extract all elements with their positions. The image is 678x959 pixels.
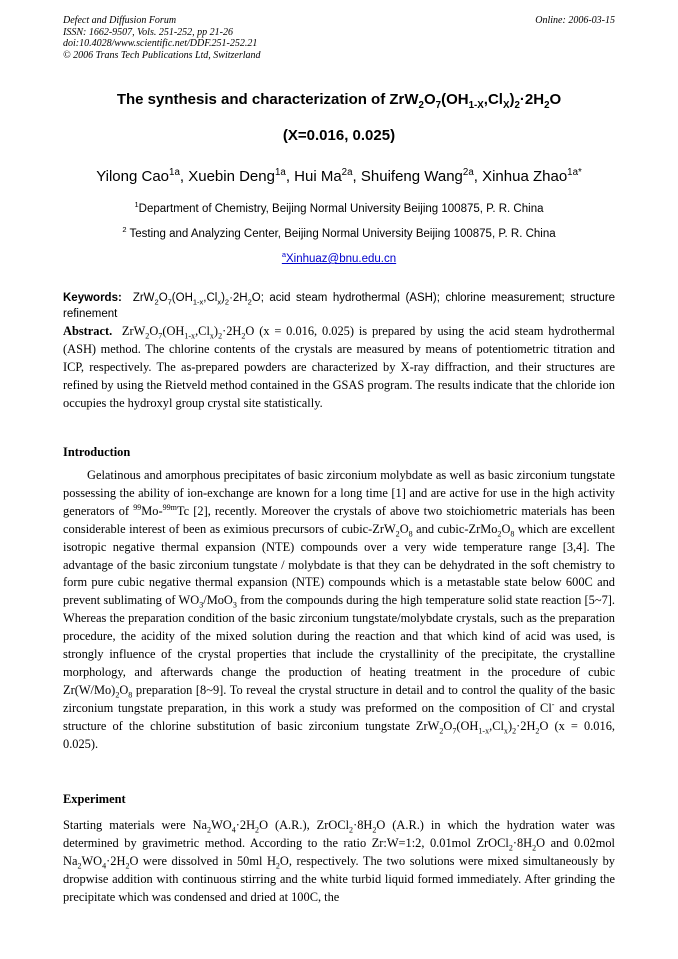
author: Xuebin Deng — [188, 168, 275, 185]
journal-name: Defect and Diffusion Forum — [63, 15, 177, 26]
author: Xinhua Zhao — [482, 168, 568, 185]
keywords — [63, 290, 615, 322]
author-list: Yilong Cao$^{1a}$, Xuebin Deng$^{1a}$, Hui $Ma^{2a}$, Shuifeng Wang$^{2a}$, Xinhua Zhao$^{1a*}$ — [96, 167, 582, 185]
author: Shuifeng Wang — [360, 168, 463, 185]
abstract-text: $ZrW_2O_7(OH_{1-x},Cl_x)_2\cdot 2H_2O$ (x = 0.016, 0.025) is prepared by using the acid steam hydrothermal (ASH) method. The chlorine contents of the crystals are measured by means of potentiometric titration and ICP, respectively. The as-prepared powders are characterized by X-ray diffraction, and their structures are refined by using the Rietveld method contained in the GSAS program. The results indicate that the chloride ion occupies the hydroxyl group crystal site statistically. — [63, 324, 615, 410]
author: Yilong Cao — [96, 168, 170, 185]
paper-title: The synthesis and characterization of $ZrW_2O_7(OH_{1-X},Cl_X)_2\cdot 2H_2O$ — [116, 91, 562, 111]
keywords-text: $ZrW_2O_7(OH_{1-x},Cl_x)_2\cdot 2H_2O$; acid steam hydrothermal (ASH); chlorine measurement; structure refinement — [63, 292, 615, 320]
affiliation-1: $^1$Department of Chemistry, Beijing Normal University Beijing 100875, P. R. China — [134, 200, 544, 215]
affiliation-2: $^2$ Testing and Analyzing Center, Beijing Normal University Beijing 100875, P. R. China — [122, 225, 556, 240]
experiment-paragraph: Starting materials were $Na_2WO_4\cdot 2H_2O$ (A.R.), $ZrOCl_2\cdot 8H_2O$ (A.R.) in which the hydration water was determined by gravimetric method. According to the ratio Zr:W=1:2, 0.01mol $ZrOCl_2\cdot 8H_2O$ and 0.02mol $Na_2WO_4\cdot 2H_2O$ were dissolved in 50ml $H_2O$, respectively. The two solutions were mixed simultaneously by dropwise addition with continuous stirring and the white turbid liquid formed immediately. After grinding the precipitate which was condensed and dried at 100C, the — [63, 818, 615, 904]
email-link[interactable]: $^a$Xinhuaz@bnu.edu.cn — [281, 250, 397, 265]
online-date: Online: 2006-03-15 — [535, 15, 615, 26]
journal-header — [63, 15, 261, 61]
doi: doi:10.4028/www.scientific.net/DDF.251-252.21 — [63, 38, 258, 49]
section-heading-experiment: Experiment — [63, 792, 126, 806]
keywords-label: Keywords: — [63, 292, 122, 304]
issn: ISSN: 1662-9507, Vols. 251-252, pp 21-26 — [63, 26, 233, 38]
paper-title-line2: (X=0.016, 0.025) — [282, 127, 396, 144]
copyright: © 2006 Trans Tech Publications Ltd, Switzerland — [63, 49, 261, 61]
abstract — [63, 323, 615, 413]
introduction-paragraph: Gelatinous and amorphous precipitates of basic zirconium molybdate as well as basic zirconium tungstate possessing the ability of ion-exchange are known for a long time [1] and are active for use in the high activity generators of $^{99}$Mo-$^{99m}$Tc [2], recently. Moreover the crystals of above two stoichiometric materials has been considerable interest of been as eximious precursors of cubic-$ZrW_2O_8$ and cubic-$ZrMo_2O_8$ which are excellent isotropic negative thermal expansion (NTE) compounds over a very wide temperature range [3,4]. The advantage of the basic zirconium tungstate / molybdate is that they can be dehydrated in the soft chemistry to form pure cubic negative thermal expansion (NTE) compounds which is a metastable state below 600C and prevent sublimating of $WO_3/MoO_3$ from the compounds during the high temperature solid state reaction [5~7]. Whereas the preparation condition of the basic zirconium tungstate/molybdate crystals, such as the preparation procedure, the acidity of the mixed solution during the reaction and that which kind of acid was used, is strongly influence of the crystal properties that include the crystallinity of the precipitate, the crystalline morphology, and afterwards change the production of heating treatment in the procedure of cubic $Zr(W/Mo)_2O_8$ preparation [8~9]. To reveal the crystal structure in detail and to control the quality of the basic zirconium tungstate preparation, in this work a study was preformed on the composition of Cl- and crystal structure of the chlorine substitution of basic zirconium tungstate $ZrW_2O_7(OH_{1-x},Cl_x)_2\cdot 2H_2O$ (x = 0.016, 0.025). — [63, 468, 616, 751]
section-heading-introduction: Introduction — [63, 445, 131, 459]
contact-email — [63, 250, 615, 265]
author: Hui Ma — [294, 168, 342, 185]
abstract-label: Abstract. — [63, 324, 113, 338]
